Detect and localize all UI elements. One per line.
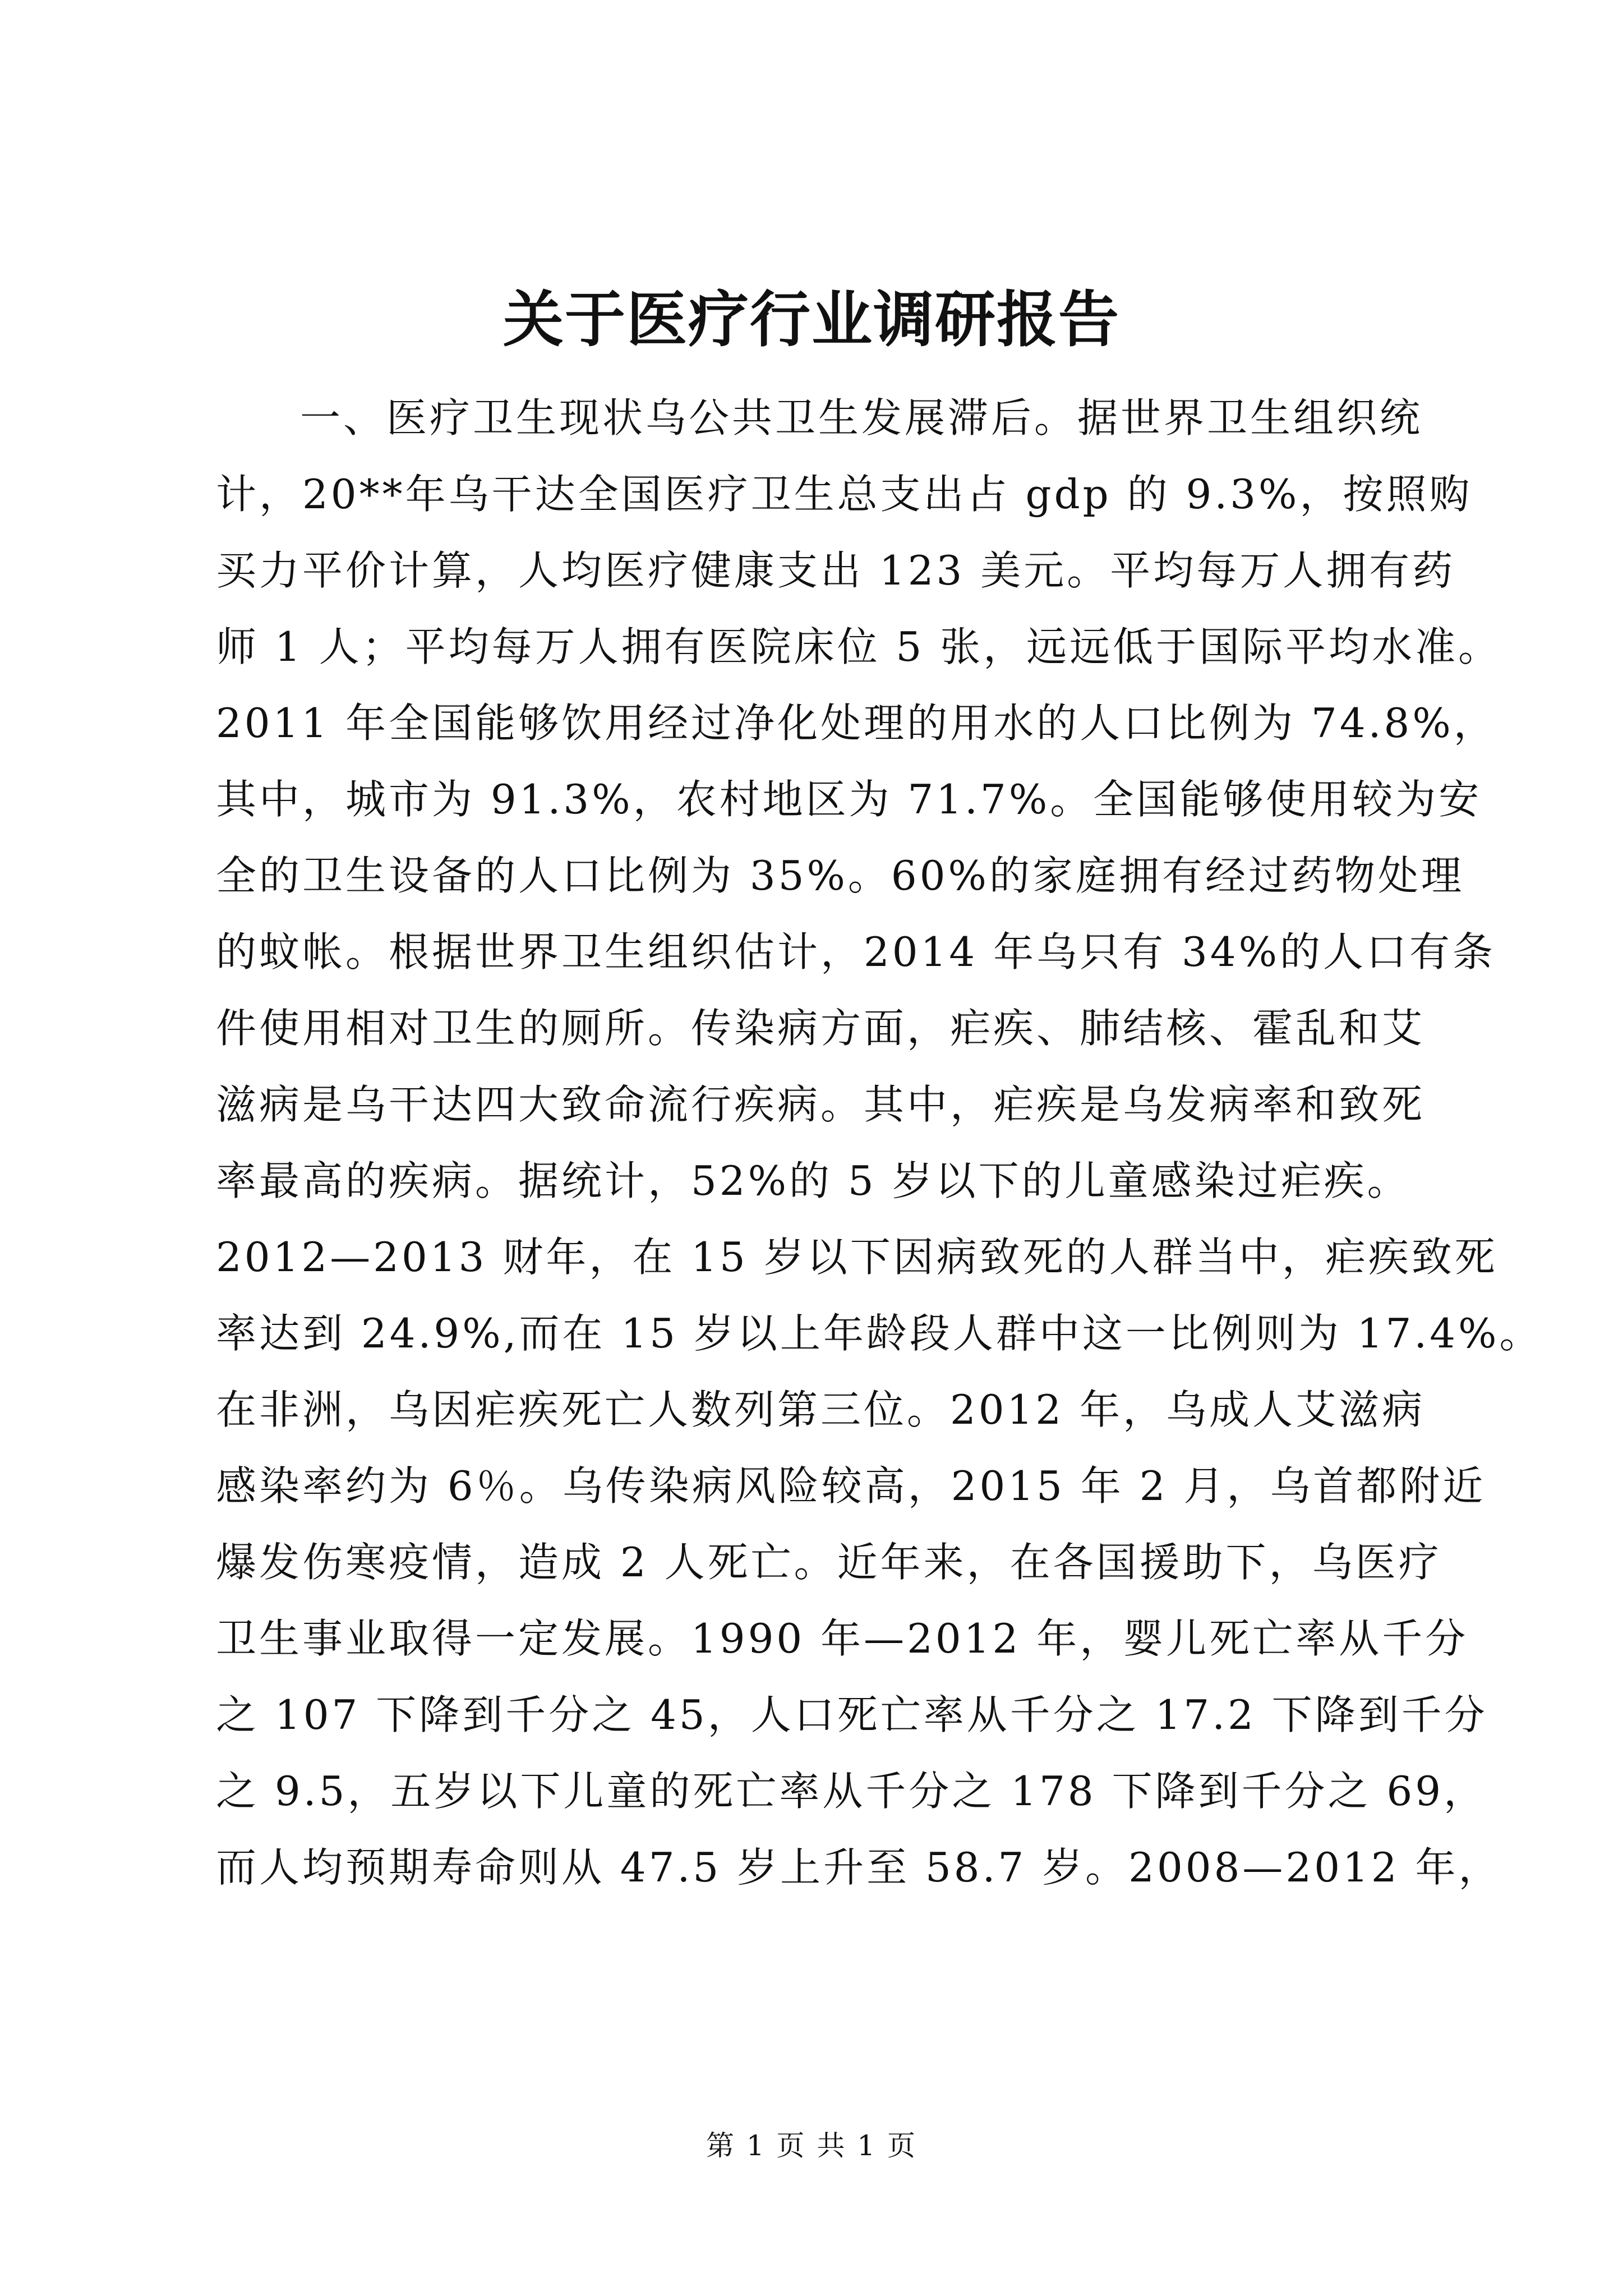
body-line: 感染率约为 6％。乌传染病风险较高，2015 年 2 月，乌首都附近	[216, 1462, 1486, 1510]
body-line: 爆发伤寒疫情，造成 2 人死亡。近年来，在各国援助下，乌医疗	[216, 1539, 1442, 1586]
body-line: 2012—2013 财年，在 15 岁以下因病致死的人群当中，疟疾致死	[216, 1234, 1498, 1281]
body-line: 之 107 下降到千分之 45，人口死亡率从千分之 17.2 下降到千分	[216, 1691, 1488, 1738]
body-line: 买力平价计算，人均医疗健康支出 123 美元。平均每万人拥有药	[216, 547, 1456, 594]
body-line: 一、医疗卫生现状乌公共卫生发展滞后。据世界卫生组织统	[300, 394, 1423, 441]
body-line: 卫生事业取得一定发展。1990 年—2012 年，婴儿死亡率从千分	[216, 1615, 1469, 1662]
body-line: 全的卫生设备的人口比例为 35%。60%的家庭拥有经过药物处理	[216, 852, 1464, 899]
body-line: 而人均预期寿命则从 47.5 岁上升至 58.7 岁。2008—2012 年，	[216, 1844, 1502, 1891]
body-line: 率达到 24.9%,而在 15 岁以上年龄段人群中这一比例则为 17.4%。	[216, 1310, 1543, 1357]
body-line: 2011 年全国能够饮用经过净化处理的用水的人口比例为 74.8%，	[216, 700, 1497, 747]
body-line: 计，20**年乌干达全国医疗卫生总支出占 gdp 的 9.3%，按照购	[216, 471, 1473, 518]
body-line: 在非洲，乌因疟疾死亡人数列第三位。2012 年，乌成人艾滋病	[216, 1386, 1426, 1433]
body-line: 件使用相对卫生的厕所。传染病方面，疟疾、肺结核、霍乱和艾	[216, 1005, 1426, 1052]
body-line: 师 1 人；平均每万人拥有医院床位 5 张，远远低于国际平均水准。	[216, 623, 1502, 670]
body-line: 滋病是乌干达四大致命流行疾病。其中，疟疾是乌发病率和致死	[216, 1081, 1426, 1128]
body-line: 之 9.5，五岁以下儿童的死亡率从千分之 178 下降到千分之 69，	[216, 1768, 1487, 1815]
body-line: 其中，城市为 91.3%，农村地区为 71.7%。全国能够使用较为安	[216, 776, 1482, 823]
document-title: 关于医疗行业调研报告	[502, 284, 1120, 355]
page-footer: 第 1 页 共 1 页	[706, 2129, 917, 2162]
body-line: 率最高的疾病。据统计，52%的 5 岁以下的儿童感染过疟疾。	[216, 1157, 1410, 1204]
body-line: 的蚊帐。根据世界卫生组织估计，2014 年乌只有 34%的人口有条	[216, 928, 1496, 976]
